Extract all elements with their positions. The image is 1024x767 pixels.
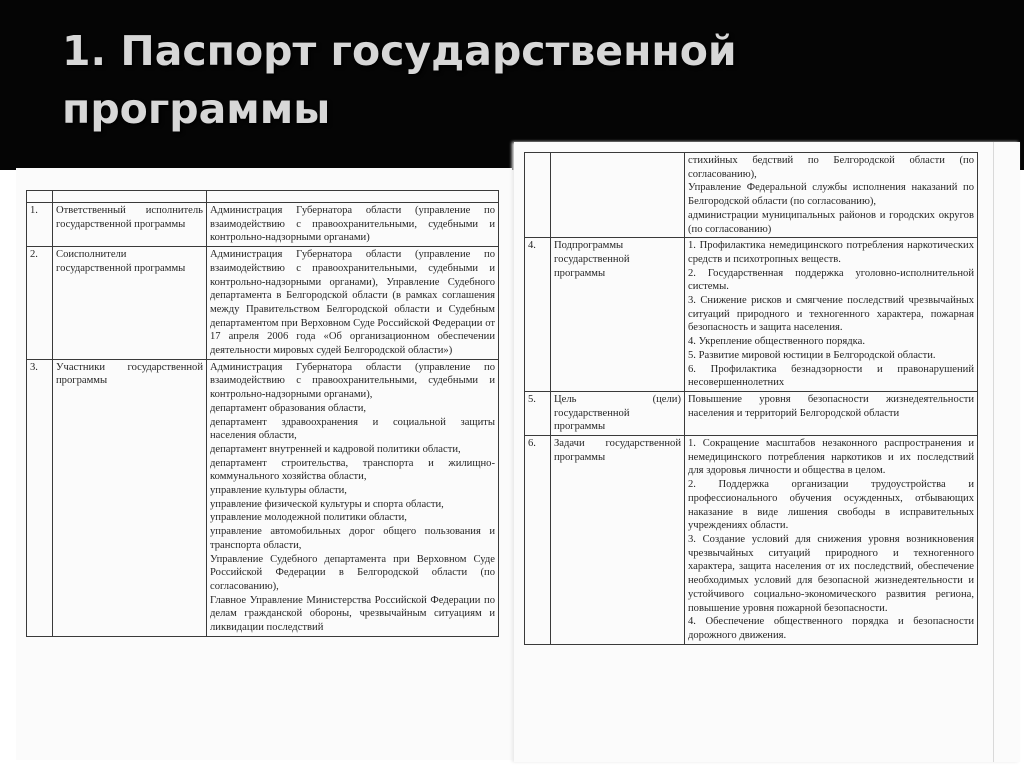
right-page-edge [993,142,994,762]
passport-table-left [26,190,499,637]
participant-line: управление автомобильных дорог общего пользования и транспорта области, [210,526,495,551]
participant-line: департамент строительства, транспорта и жилищно-коммунального хозяйства области, [210,457,495,483]
row-number [525,153,551,238]
participant-line: Управление Судебного департамента при Верховном Суде Российской Федерации в Белгородской области (по согласованию), [210,553,495,592]
table-header-spacer [27,191,499,203]
table-row [27,359,499,636]
table-row-continuation [525,153,978,238]
table-row [525,436,978,645]
participant-line: стихийных бедствий по Белгородской области (по согласованию), [688,155,974,180]
participant-line: Администрация Губернатора области (управление по взаимодействию с правоохранительными, судебными и контрольно-надзорными органами), [210,361,495,401]
participant-line: администрации муниципальных районов и городских округов (по согласованию) [688,209,974,235]
table-row [27,203,499,247]
task-item: 4. Обеспечение общественного порядка и безопасности дорожного движения. [688,616,974,641]
participant-line: управление физической культуры и спорта области, [210,498,444,510]
row-number: 5. [525,391,551,435]
row-content: Администрация Губернатора области (управление по взаимодействию с правоохранительными, судебными и контрольно-надзорными органами) [207,203,499,247]
slide-title-line-2: программы [62,85,331,133]
participant-line: Управление Федеральной службы исполнения наказаний по Белгородской области (по согласованию), [688,182,974,208]
row-label: Задачи государственной программы [551,436,685,645]
participant-line: департамент внутренней и кадровой политики области, [210,443,461,455]
participant-line: управление культуры области, [210,485,347,497]
row-content [685,153,978,238]
subprogram-item: 3. Снижение рисков и смягчение последствий чрезвычайных ситуаций природного и техногенного характера, пожарная безопасность и защита населения. [688,295,974,334]
subprogram-item: 6. Профилактика безнадзорности и правонарушений несовершеннолетних [688,363,974,389]
task-item: 3. Создание условий для снижения уровня возникновения чрезвычайных ситуаций природного и техногенного характера, защита населения от их последствий, обеспечение необходимых условий для безопасной жизнедеятельности и устойчивого социально-экономического развития региона, повышение уровня пожарной безопасности. [688,533,974,614]
row-label [551,153,685,238]
table-row [525,238,978,392]
table-row [525,391,978,435]
row-content: Администрация Губернатора области (управление по взаимодействию с правоохранительными, судебными и контрольно-надзорными органами), Управление Судебного департамента в Белгородской области (в рамках соглашения между Правительством Белгородской области и Судебным департаментом при Верховном Суде Российской Федерации от 17 апреля 2006 года «Об организационном обеспечении деятельности мировых судей Белгородской области») [207,247,499,360]
row-label: Участники государственной программы [53,359,207,636]
participant-line: департамент образования области, [210,402,367,414]
passport-table-right [524,152,978,645]
subprogram-item: 2. Государственная поддержка уголовно-исполнительной системы. [688,267,974,293]
subprogram-item: 1. Профилактика немедицинского потребления наркотических средств и психотропных веществ. [688,240,974,265]
table-row [27,247,499,360]
row-content: Повышение уровня безопасности жизнедеятельности населения и территорий Белгородской области [685,391,978,435]
slide-title [62,22,962,138]
row-number: 6. [525,436,551,645]
row-content [685,238,978,392]
participant-line: департамент здравоохранения и социальной защиты населения области, [210,416,495,442]
row-label: Соисполнители государственной программы [53,247,207,360]
row-number: 2. [27,247,53,360]
participant-line: Главное Управление Министерства Российской Федерации по делам гражданской обороны, чрезвычайным ситуациям и ликвидации последствий [210,594,495,634]
task-item: 2. Поддержка организации трудоустройства и профессионального обучения осужденных, отбывающих наказание в виде лишения свободы в исправительных учреждениях области. [688,479,974,532]
row-content [207,359,499,636]
row-label: Подпрограммы государственной программы [551,238,685,392]
row-number: 4. [525,238,551,392]
slide-title-line-1: 1. Паспорт государственной [62,27,737,75]
row-number: 1. [27,203,53,247]
row-label: Цель (цели) государственной программы [551,391,685,435]
row-number: 3. [27,359,53,636]
participant-line: управление молодежной политики области, [210,512,407,524]
row-label: Ответственный исполнитель государственной программы [53,203,207,247]
task-item: 1. Сокращение масштабов незаконного распространения и немедицинского потребления наркотиков и их последствий для здоровья личности и общества в целом. [688,438,974,477]
subprogram-item: 5. Развитие мировой юстиции в Белгородской области. [688,349,936,361]
subprogram-item: 4. Укрепление общественного порядка. [688,336,865,348]
row-content [685,436,978,645]
